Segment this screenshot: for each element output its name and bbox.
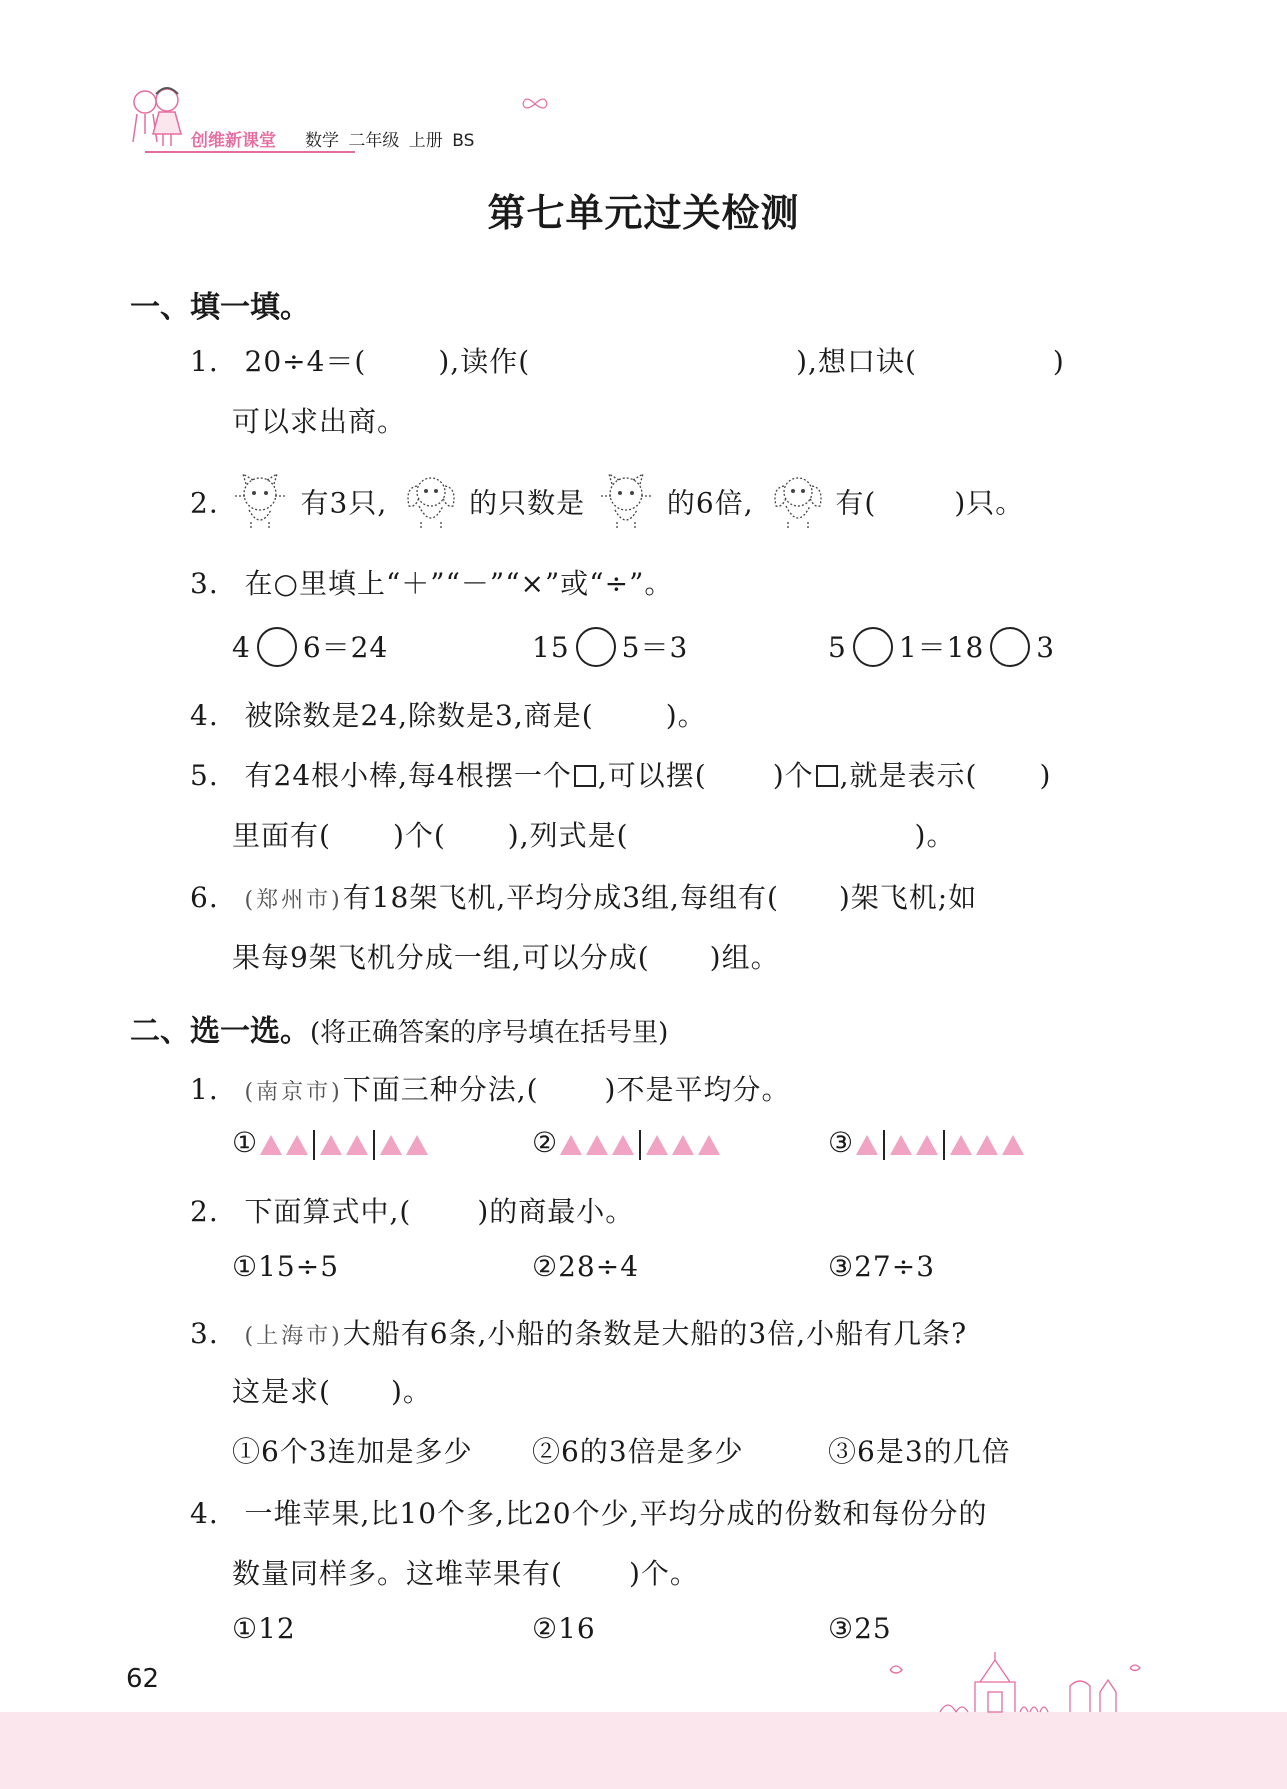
- triangle-icon: [976, 1135, 998, 1155]
- cat-icon: [231, 472, 289, 530]
- question-2-3: [190, 1312, 967, 1352]
- cat-icon: [597, 472, 655, 530]
- page-title: 第七单元过关检测: [487, 191, 800, 235]
- header-underline: [145, 151, 355, 153]
- triangle-icon: [1002, 1135, 1024, 1155]
- children-mascot-icon: [125, 84, 191, 150]
- triangle-icon: [346, 1135, 368, 1155]
- question-1-6: [190, 876, 977, 916]
- square-icon: [816, 765, 838, 787]
- question-number: 3.: [190, 567, 219, 600]
- option-2[interactable]: ②16: [532, 1612, 596, 1645]
- q6-part-a: 有18架飞机,平均分成3组,每组有(: [342, 881, 779, 914]
- s2q3-cont-b: )。: [390, 1375, 432, 1408]
- option-marker: ②: [532, 1126, 559, 1159]
- q1-part-d: ): [1052, 345, 1065, 378]
- s2q4-cont-b: )个。: [628, 1557, 699, 1590]
- triangle-icon: [856, 1135, 878, 1155]
- q1-part-b: ),读作(: [438, 345, 531, 378]
- q5-cont-c: ),列式是(: [507, 819, 629, 852]
- q2-part-e: )只。: [954, 486, 1025, 520]
- q3-text: 在○里填上“＋”“－”“×”或“÷”。: [244, 567, 674, 600]
- option-2[interactable]: [532, 1126, 722, 1160]
- expr-operand: 15: [532, 631, 570, 664]
- expr-operand: 5: [828, 631, 847, 664]
- triangle-icon: [646, 1135, 668, 1155]
- section-heading-choose: [130, 1006, 668, 1050]
- square-icon: [574, 765, 596, 787]
- triangle-icon: [950, 1135, 972, 1155]
- source-tag: (上海市): [244, 1324, 343, 1349]
- option-1[interactable]: ①12: [232, 1612, 296, 1645]
- q5-part-c: )个: [772, 759, 814, 792]
- q5-cont-a: 里面有(: [232, 819, 331, 852]
- triangle-icon: [890, 1135, 912, 1155]
- section-heading-text: 二、选一选。: [130, 1014, 310, 1049]
- s2q3-part-a: 大船有6条,小船的条数是大船的3倍,小船有几条?: [342, 1317, 968, 1350]
- triangle-icon: [916, 1135, 938, 1155]
- triangle-icon: [612, 1135, 634, 1155]
- triangle-icon: [406, 1135, 428, 1155]
- q3-expression-2: [532, 626, 688, 667]
- q6-cont-b: )组。: [709, 941, 780, 974]
- triangle-icon: [260, 1135, 282, 1155]
- triangle-group: [854, 1126, 1026, 1159]
- s2q1-part-a: 下面三种分法,(: [342, 1073, 539, 1106]
- q4-text: 被除数是24,除数是3,商是(: [244, 699, 594, 732]
- dog-icon: [766, 472, 824, 530]
- s2q3-continuation: [232, 1370, 432, 1410]
- q6-cont-a: 果每9架飞机分成一组,可以分成(: [232, 941, 650, 974]
- triangle-icon: [672, 1135, 694, 1155]
- answer-circle[interactable]: [257, 627, 297, 667]
- option-1[interactable]: ①15÷5: [232, 1250, 340, 1283]
- page-header: [125, 84, 545, 154]
- question-number: 1.: [190, 345, 219, 378]
- option-marker: ①: [232, 1126, 259, 1159]
- s2q3-cont-a: 这是求(: [232, 1375, 331, 1408]
- s2q4-continuation: [232, 1552, 699, 1592]
- triangle-icon: [320, 1135, 342, 1155]
- triangle-icon: [586, 1135, 608, 1155]
- option-marker: ③: [828, 1126, 855, 1159]
- divider-bar: [943, 1130, 945, 1160]
- question-1-4: [190, 694, 707, 734]
- divider-bar: [639, 1130, 641, 1160]
- divider-bar: [373, 1130, 375, 1160]
- q2-part-c: 的6倍,: [666, 486, 754, 520]
- footer-band: [0, 1712, 1287, 1789]
- question-number: 6.: [190, 881, 219, 914]
- question-number: 3.: [190, 1317, 219, 1350]
- q5-cont-d: )。: [914, 819, 956, 852]
- question-number: 1.: [190, 1073, 219, 1106]
- question-number: 4.: [190, 1497, 219, 1530]
- triangle-icon: [698, 1135, 720, 1155]
- triangle-group: [558, 1126, 722, 1159]
- option-1[interactable]: ①6个3连加是多少: [232, 1435, 473, 1468]
- q1-continuation: 可以求出商。: [232, 405, 407, 438]
- s2q4-part-a: 一堆苹果,比10个多,比20个少,平均分成的份数和每份分的: [244, 1497, 988, 1530]
- expr-rest: 6＝24: [302, 631, 389, 664]
- q5-part-a: 有24根小棒,每4根摆一个: [244, 759, 572, 792]
- section-note: (将正确答案的序号填在括号里): [310, 1018, 669, 1048]
- section-heading-fill: 一、填一填。: [130, 290, 310, 325]
- q5-part-e: ): [1039, 759, 1052, 792]
- dog-icon: [399, 472, 457, 530]
- option-3[interactable]: ③27÷3: [828, 1250, 936, 1283]
- q5-part-b: ,可以摆(: [597, 759, 707, 792]
- q2-part-b: 的只数是: [469, 486, 586, 520]
- question-2-2: [190, 1190, 634, 1230]
- s2q1-part-b: )不是平均分。: [604, 1073, 791, 1106]
- castle-scenery-icon: [880, 1648, 1170, 1718]
- q5-cont-b: )个(: [392, 819, 446, 852]
- q6-part-b: )架飞机;如: [838, 881, 978, 914]
- option-3[interactable]: [828, 1126, 1026, 1160]
- q4-end: )。: [665, 699, 707, 732]
- s2q2-part-a: 下面算式中,(: [244, 1195, 412, 1228]
- s2q4-cont-a: 数量同样多。这堆苹果有(: [232, 1557, 563, 1590]
- option-1[interactable]: [232, 1126, 430, 1160]
- triangle-group: [258, 1126, 430, 1159]
- source-tag: (郑州市): [244, 888, 343, 913]
- divider-bar: [883, 1130, 885, 1160]
- page-number: 62: [126, 1664, 160, 1694]
- option-3[interactable]: ③6是3的几倍: [828, 1435, 1011, 1468]
- subject-label: 数学 二年级 上册 BS: [305, 131, 475, 151]
- question-1-3: [190, 562, 673, 602]
- option-2[interactable]: ②28÷4: [532, 1250, 640, 1283]
- s2q2-part-b: )的商最小。: [477, 1195, 635, 1228]
- question-1-2: [190, 480, 1024, 530]
- q3-expression-3: [828, 626, 1055, 667]
- option-2[interactable]: ②6的3倍是多少: [532, 1435, 744, 1468]
- q5-continuation: [232, 814, 955, 854]
- q2-part-a: 有3只,: [300, 486, 388, 520]
- q1-part-a: 20÷4＝(: [244, 345, 367, 378]
- answer-circle[interactable]: [853, 627, 893, 667]
- expr-operand: 3: [1036, 631, 1056, 664]
- q5-part-d: ,就是表示(: [839, 759, 978, 792]
- expr-operand: 4: [232, 631, 251, 664]
- question-2-4: [190, 1492, 988, 1532]
- q3-expression-1: [232, 626, 388, 667]
- expr-rest: 5＝3: [621, 631, 689, 664]
- option-3[interactable]: ③25: [828, 1612, 892, 1645]
- question-number: 2.: [190, 486, 219, 520]
- triangle-icon: [286, 1135, 308, 1155]
- question-1-1: [190, 340, 1065, 380]
- question-number: 2.: [190, 1195, 219, 1228]
- q2-part-d: 有(: [835, 486, 877, 520]
- answer-circle[interactable]: [576, 627, 616, 667]
- question-number: 4.: [190, 699, 219, 732]
- q6-continuation: [232, 936, 780, 976]
- triangle-icon: [380, 1135, 402, 1155]
- brand-name: 创维新课堂: [191, 131, 276, 151]
- answer-circle[interactable]: [990, 627, 1030, 667]
- q1-part-c: ),想口诀(: [796, 345, 917, 378]
- source-tag: (南京市): [244, 1080, 343, 1105]
- question-1-5: [190, 754, 1051, 794]
- expr-rest: 1＝18: [898, 631, 985, 664]
- question-number: 5.: [190, 759, 219, 792]
- question-2-1: [190, 1068, 790, 1108]
- butterfly-icon: [520, 94, 550, 114]
- triangle-icon: [560, 1135, 582, 1155]
- divider-bar: [313, 1130, 315, 1160]
